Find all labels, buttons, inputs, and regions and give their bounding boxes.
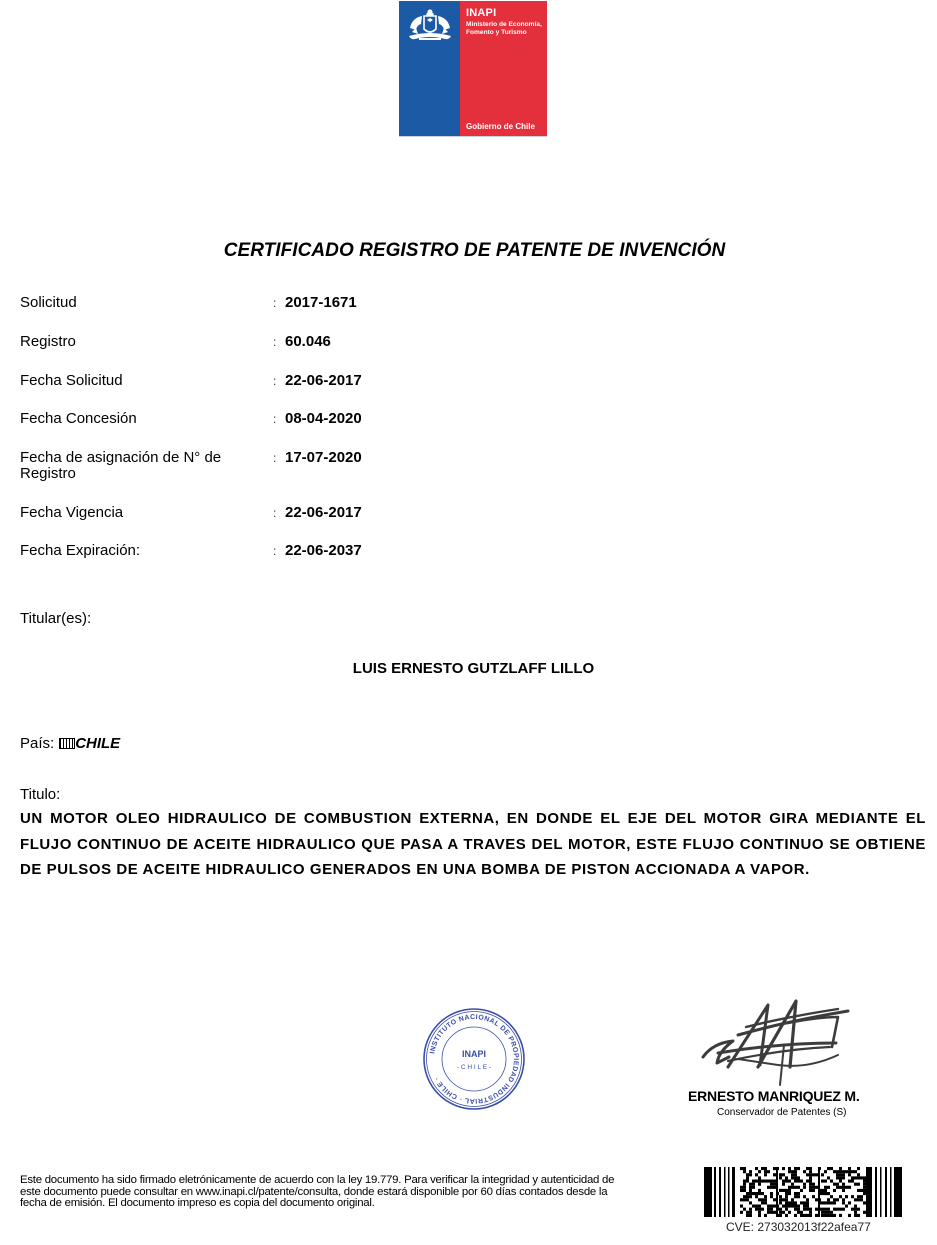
seal-center-bottom: - C H I L E -	[456, 1064, 492, 1071]
invention-title-label: Titulo:	[20, 786, 61, 803]
field-separator: :	[273, 506, 277, 520]
logo-ministry: Ministerio de Economía, Fomento y Turismo	[466, 21, 542, 36]
logo-government: Gobierno de Chile	[466, 122, 535, 131]
field-label: Fecha Solicitud	[20, 372, 123, 389]
legal-footer-note: Este documento ha sido firmado eletrónicamente de acuerdo con la ley 19.779. Para verificar la integridad y autenticidad de este documento puede consultar en www.inapi.cl/patente/consulta, donde estará disponible por 60 días contados desde la fecha de emisión. El documento impreso es copia del documento original.	[20, 1174, 615, 1209]
country-row	[20, 735, 120, 752]
field-value: 22-06-2017	[285, 504, 362, 521]
signer-role: Conservador de Patentes (S)	[717, 1107, 847, 1118]
pdf417-barcode-icon	[704, 1167, 902, 1217]
signer-name: ERNESTO MANRIQUEZ M.	[688, 1088, 860, 1104]
field-value: 60.046	[285, 333, 331, 350]
holders-label: Titular(es):	[20, 610, 92, 627]
country-label: País:	[20, 735, 55, 752]
field-separator: :	[273, 412, 277, 426]
document-title: CERTIFICADO REGISTRO DE PATENTE DE INVENCIÓN	[223, 240, 726, 261]
field-label: Fecha Concesión	[20, 410, 137, 427]
field-value: 08-04-2020	[285, 410, 362, 427]
field-separator: :	[273, 335, 277, 349]
field-separator: :	[273, 451, 277, 465]
field-value: 22-06-2017	[285, 372, 362, 389]
field-label: Solicitud	[20, 294, 77, 311]
chile-coat-of-arms-icon	[406, 8, 454, 44]
inapi-seal-icon	[421, 1008, 527, 1110]
field-value: 22-06-2037	[285, 542, 362, 559]
inapi-logo	[399, 1, 547, 136]
field-separator: :	[273, 374, 277, 388]
field-separator: :	[273, 544, 277, 558]
cve-code: CVE: 273032013f22afea77	[726, 1220, 871, 1234]
seal-ring-text: INSTITUTO NACIONAL DE PROPIEDAD INDUSTRIAL · CHILE ·	[429, 1013, 520, 1105]
seal-center-top: INAPI	[461, 1049, 487, 1059]
invention-title: UN MOTOR OLEO HIDRAULICO DE COMBUSTION EXTERNA, EN DONDE EL EJE DEL MOTOR GIRA MEDIANTE EL FLUJO CONTINUO DE ACEITE HIDRAULICO QUE PASA A TRAVES DEL MOTOR, ESTE FLUJO CONTINUO SE OBTIENE DE PULSOS DE ACEITE HIDRAULICO GENERADOS EN UNA BOMBA DE PISTON ACCIONADA A VAPOR.	[20, 810, 926, 878]
field-label: Registro	[20, 333, 76, 350]
field-value: 17-07-2020	[285, 449, 362, 466]
missing-glyph-icon	[59, 738, 75, 749]
handwritten-signature-icon	[698, 995, 858, 1090]
country-value: CHILE	[75, 735, 121, 752]
holder-name: LUIS ERNESTO GUTZLAFF LILLO	[352, 660, 595, 677]
field-label: Fecha de asignación de N° de Registro	[20, 449, 222, 482]
field-label: Fecha Vigencia	[20, 504, 124, 521]
logo-red-panel	[460, 1, 547, 136]
field-label: Fecha Expiración:	[20, 542, 141, 559]
field-separator: :	[273, 296, 277, 310]
logo-blue-panel	[399, 1, 460, 136]
field-value: 2017-1671	[285, 294, 357, 311]
logo-org-name: INAPI	[466, 7, 497, 19]
